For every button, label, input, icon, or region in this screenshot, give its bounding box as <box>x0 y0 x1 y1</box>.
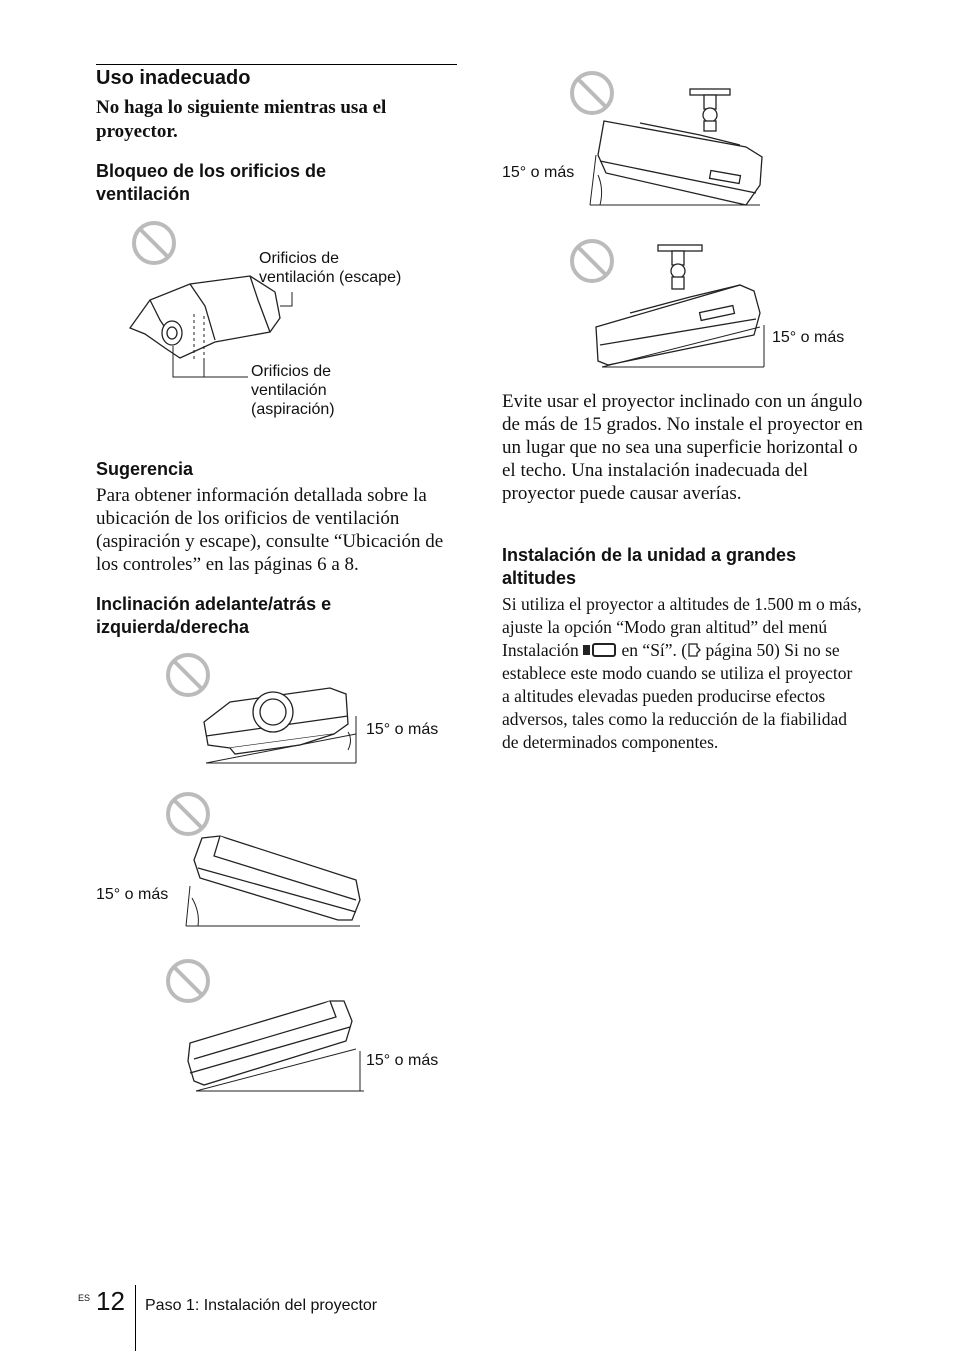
vent-heading: Bloqueo de los orificios de ventilación <box>96 161 327 204</box>
vent-exhaust-label: Orificios de ventilación (escape) <box>259 250 402 286</box>
prohibited-icon <box>168 961 208 1001</box>
footer-page-number: 12 <box>96 1286 125 1316</box>
ceiling-mount-icon <box>658 245 702 289</box>
ceiling-tilt-2-illustration <box>560 235 780 375</box>
projector-front-icon <box>204 688 348 754</box>
tilt-side-left-illustration <box>160 788 370 933</box>
tilt-heading: Inclinación adelante/atrás e izquierda/derecha <box>96 594 332 637</box>
angle-label-4: 15° o más <box>502 164 575 181</box>
tilt-warning-text: Evite usar el proyector inclinado con un ángulo de más de 15 grados. No instale el proyector en un lugar que no sea una superficie horizontal o el techo. Una instalación inadecuada del proyector puede causar averías. <box>502 391 863 504</box>
title-rule <box>96 64 457 65</box>
prohibited-icon <box>572 73 612 113</box>
projector-ceiling-icon <box>596 285 760 365</box>
altitude-text <box>502 593 864 754</box>
prohibited-icon <box>168 655 208 695</box>
tilt-front-illustration <box>160 650 370 770</box>
projector-side-icon <box>188 1001 352 1085</box>
prohibited-icon <box>134 223 174 263</box>
projector-ceiling-icon <box>598 121 762 205</box>
angle-label-1: 15° o más <box>366 721 439 738</box>
prohibited-icon <box>572 241 612 281</box>
footer-section: Paso 1: Instalación del proyector <box>145 1297 378 1314</box>
reference-arrow-icon <box>687 642 701 658</box>
ceiling-mount-icon <box>690 89 730 131</box>
covered-projector-icon <box>130 276 280 358</box>
altitude-text-b: en “Sí”. ( <box>621 640 688 660</box>
lead-text: No haga lo siguiente mientras usa el proyector. <box>96 97 387 142</box>
section-title: Uso inadecuado <box>96 67 251 89</box>
angle-label-3: 15° o más <box>366 1052 439 1069</box>
tilt-side-right-illustration <box>160 955 370 1100</box>
altitude-text-c: página 50) Si no se establece este modo cuando se utiliza el proyector a altitudes elevadas pueden producirse efectos adversos, tales como la reducción de la fiabilidad de determinados componentes. <box>502 640 853 752</box>
altitude-text-a: Si utiliza el proyector a altitudes de 1.500 m o más, ajuste la opción “Modo gran altitud” del menú Instalación <box>502 594 862 660</box>
footer-lang-code: ES <box>78 1293 91 1303</box>
footer-divider <box>135 1285 136 1351</box>
installation-menu-icon <box>583 643 617 657</box>
vent-intake-label: Orificios de ventilación (aspiración) <box>251 363 335 418</box>
tip-heading: Sugerencia <box>96 459 194 479</box>
altitude-heading: Instalación de la unidad a grandes altitudes <box>502 545 797 588</box>
prohibited-icon <box>168 794 208 834</box>
ceiling-tilt-1-illustration <box>560 65 780 210</box>
angle-label-2: 15° o más <box>96 886 169 903</box>
projector-side-icon <box>194 836 360 920</box>
angle-label-5: 15° o más <box>772 329 845 346</box>
tip-text: Para obtener información detallada sobre la ubicación de los orificios de ventilación (aspiración y escape), consulte “Ubicación de los controles” en las páginas 6 a 8. <box>96 485 444 575</box>
